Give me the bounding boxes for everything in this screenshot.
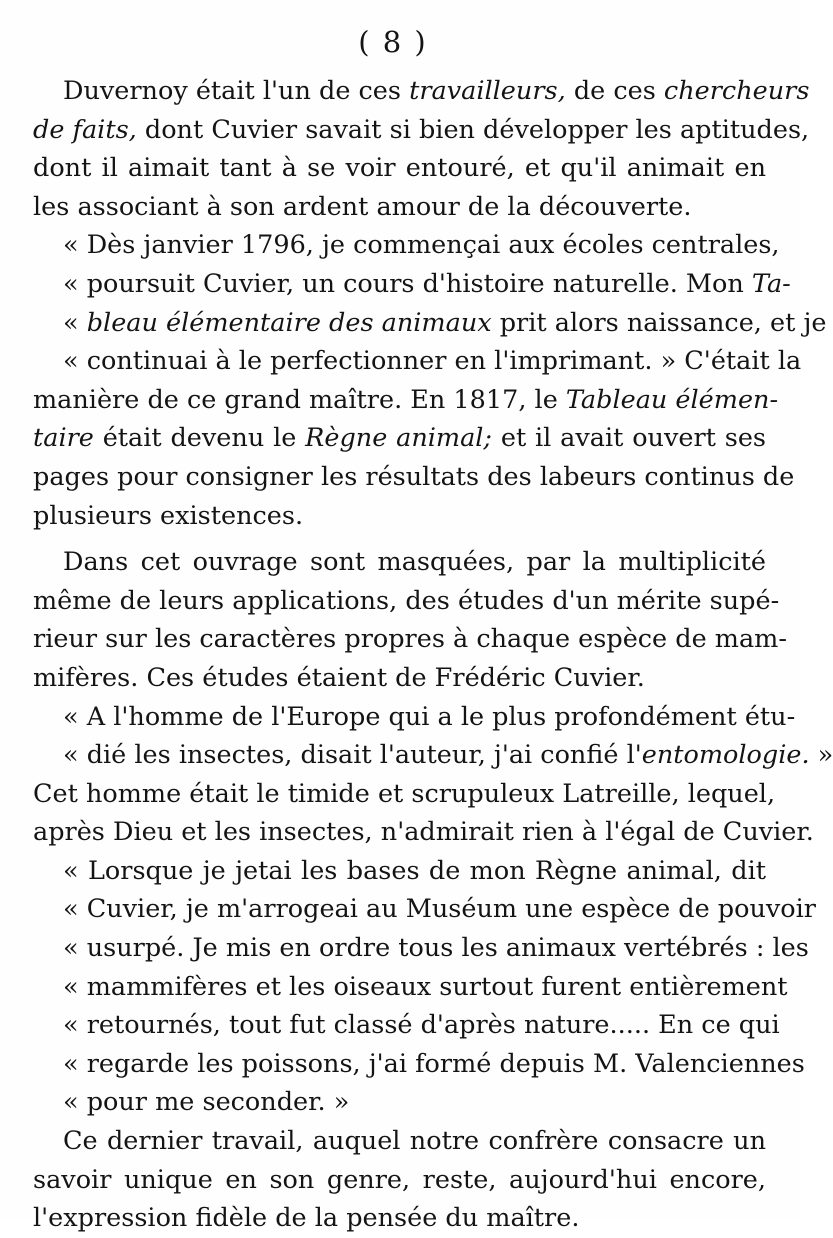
text-line: « dié les insectes, disait l'auteur, j'ai confié l'entomologie. »: [63, 740, 833, 771]
paragraph: [33, 1122, 766, 1238]
text-line: « poursuit Cuvier, un cours d'histoire naturelle. Mon Ta-: [63, 268, 791, 299]
text-line: les associant à son ardent amour de la découverte.: [33, 191, 692, 222]
text-line: « pour me seconder. »: [63, 1087, 350, 1118]
text-line: mifères. Ces études étaient de Frédéric Cuvier.: [33, 662, 645, 693]
text-line: « Cuvier, je m'arrogeai au Muséum une espèce de pouvoir: [63, 894, 816, 925]
body-text: [33, 72, 833, 1238]
paragraph: [33, 72, 810, 226]
text-line: Duvernoy était l'un de ces travailleurs, de ces chercheurs: [63, 76, 810, 106]
text-line: rieur sur les caractères propres à chaque espèce de mam-: [33, 624, 787, 655]
text-line: taire était devenu le Règne animal; et il avait ouvert ses: [33, 423, 766, 454]
text-line: manière de ce grand maître. En 1817, le Tableau élémen-: [33, 384, 779, 415]
text-line: « mammifères et les oiseaux surtout furent entièrement: [63, 971, 788, 1002]
text-line: « usurpé. Je mis en ordre tous les animaux vertébrés : les: [63, 933, 809, 964]
text-line: « A l'homme de l'Europe qui a le plus profondément étu-: [63, 701, 796, 732]
text-line: pages pour consigner les résultats des labeurs continus de: [33, 461, 795, 492]
paragraph: [33, 852, 816, 1122]
paragraph-gap: [33, 535, 766, 543]
paragraph: [33, 226, 827, 535]
text-line: dont il aimait tant à se voir entouré, et qu'il animait en: [33, 153, 766, 184]
text-line: « Dès janvier 1796, je commençai aux écoles centrales,: [63, 230, 780, 261]
paragraph: [33, 543, 787, 697]
text-line: « retournés, tout fut classé d'après nature..... En ce qui: [63, 1010, 780, 1041]
text-line: Ce dernier travail, auquel notre confrère consacre un: [63, 1126, 766, 1157]
text-line: « bleau élémentaire des animaux prit alors naissance, et je: [63, 307, 827, 338]
paragraph: [33, 698, 833, 852]
text-line: savoir unique en son genre, reste, aujourd'hui encore,: [33, 1164, 766, 1195]
text-line: Dans cet ouvrage sont masquées, par la multiplicité: [63, 547, 766, 578]
text-line: plusieurs existences.: [33, 500, 304, 531]
text-line: « Lorsque je jetai les bases de mon Règne animal, dit: [63, 855, 766, 886]
text-line: après Dieu et les insectes, n'admirait rien à l'égal de Cuvier.: [33, 817, 814, 848]
text-line: « regarde les poissons, j'ai formé depuis M. Valenciennes: [63, 1048, 805, 1079]
page-number: ( 8 ): [358, 25, 428, 59]
text-line: même de leurs applications, des études d'un mérite supé-: [33, 585, 780, 616]
text-line: de faits, dont Cuvier savait si bien développer les aptitudes,: [33, 114, 810, 145]
text-line: Cet homme était le timide et scrupuleux Latreille, lequel,: [33, 778, 776, 809]
text-line: l'expression fidèle de la pensée du maître.: [33, 1203, 580, 1234]
text-line: « continuai à le perfectionner en l'imprimant. » C'était la: [63, 346, 802, 377]
